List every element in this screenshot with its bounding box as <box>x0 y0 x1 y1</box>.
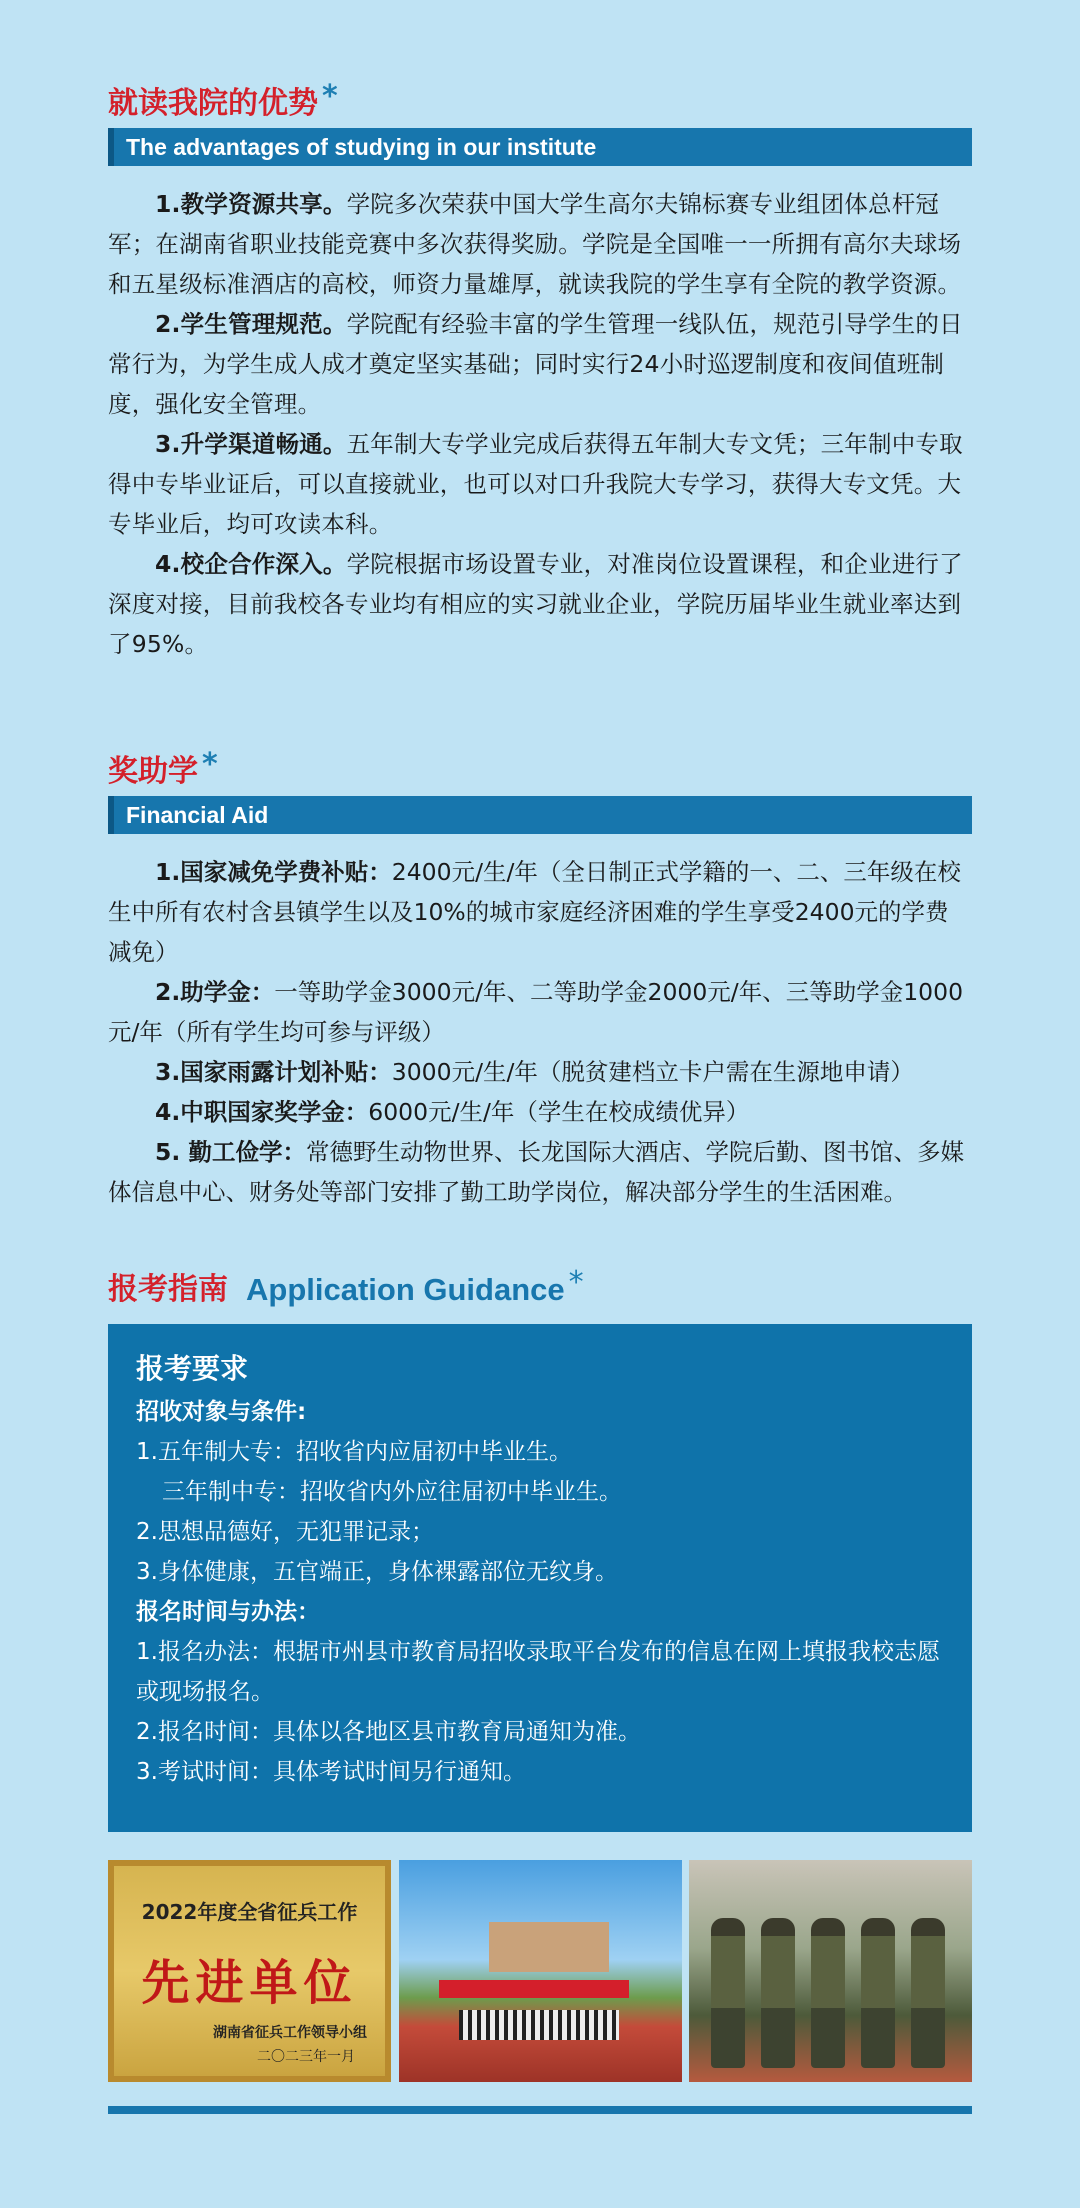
advantage-item: 1.教学资源共享。学院多次荣获中国大学生高尔夫锦标赛专业组团体总杆冠军；在湖南省职业技能竞赛中多次获得奖励。学院是全国唯一一所拥有高尔夫球场和五星级标准酒店的高校，师资力量雄厚，就读我院的学生享有全院的教学资源。 <box>108 190 962 298</box>
advantages-title <box>108 79 972 126</box>
plaque-year-text: 2022年度全省征兵工作 <box>141 1900 358 1924</box>
soldier-figure <box>911 1918 945 2068</box>
guide-line: 3.考试时间：具体考试时间另行通知。 <box>136 1759 526 1785</box>
crowd-shape <box>459 2010 619 2040</box>
soldier-figure <box>711 1918 745 2068</box>
plaque-org-text: 湖南省征兵工作领导小组 <box>213 2025 367 2041</box>
guide-line: 3.身体健康，五官端正，身体裸露部位无纹身。 <box>136 1559 618 1585</box>
advantage-item: 3.升学渠道畅通。五年制大专学业完成后获得五年制大专文凭；三年制中专取得中专毕业证后，可以直接就业，也可以对口升我院大专学习，获得大专文凭。大专毕业后，均可攻读本科。 <box>108 430 963 538</box>
star-icon: * <box>202 747 218 782</box>
photo-strip <box>108 1860 972 2082</box>
advantages-list <box>108 184 972 664</box>
aid-title-text: 奖助学 <box>108 754 198 789</box>
aid-item: 5. 勤工俭学：常德野生动物世界、长龙国际大酒店、学院后勤、图书馆、多媒体信息中心、财务处等部门安排了勤工助学岗位，解决部分学生的生活困难。 <box>108 1138 964 1206</box>
building-shape <box>489 1922 609 1972</box>
guide-line: 1.报名办法：根据市州县市教育局招收录取平台发布的信息在网上填报我校志愿或现场报名。 <box>136 1639 940 1705</box>
advantages-title-text: 就读我院的优势 <box>108 86 318 121</box>
guide-line: 2.思想品德好，无犯罪记录； <box>136 1519 434 1545</box>
aid-item: 2.助学金：一等助学金3000元/年、二等助学金2000元/年、三等助学金1000元/年（所有学生均可参与评级） <box>108 978 964 1046</box>
plaque-main-text: 先进单位 <box>141 1955 358 2011</box>
sports-field-photo <box>399 1860 682 2082</box>
aid-subtitle-bar: Financial Aid <box>108 796 972 834</box>
bottom-divider <box>108 2106 972 2114</box>
guide-subheading: 报名时间与办法： <box>136 1599 320 1625</box>
aid-section <box>108 747 972 1212</box>
plaque-date-text: 二〇二三年一月 <box>257 2049 355 2065</box>
banner-shape <box>439 1980 629 1998</box>
guide-line: 2.报名时间：具体以各地区县市教育局通知为准。 <box>136 1719 641 1745</box>
guide-line: 三年制中专：招收省内外应往届初中毕业生。 <box>162 1479 622 1505</box>
guide-title-cn: 报考指南 <box>108 1272 228 1307</box>
soldier-figure <box>861 1918 895 2068</box>
aid-title <box>108 747 972 794</box>
guide-title-en: Application Guidance <box>246 1272 565 1307</box>
guide-section <box>108 1265 972 1312</box>
guide-title <box>108 1265 972 1312</box>
advantage-item: 4.校企合作深入。学院根据市场设置专业，对准岗位设置课程，和企业进行了深度对接，目前我校各专业均有相应的实习就业企业，学院历届毕业生就业率达到了95%。 <box>108 550 963 658</box>
aid-list <box>108 852 972 1212</box>
aid-item: 4.中职国家奖学金：6000元/生/年（学生在校成绩优异） <box>155 1098 750 1126</box>
star-icon: * <box>568 1265 584 1300</box>
advantage-item: 2.学生管理规范。学院配有经验丰富的学生管理一线队伍，规范引导学生的日常行为，为学生成人成才奠定坚实基础；同时实行24小时巡逻制度和夜间值班制度，强化安全管理。 <box>108 310 963 418</box>
aid-item: 1.国家减免学费补贴：2400元/生/年（全日制正式学籍的一、二、三年级在校生中所有农村含县镇学生以及10%的城市家庭经济困难的学生享受2400元的学费减免） <box>108 858 961 966</box>
star-icon: * <box>322 79 338 114</box>
soldier-figure <box>761 1918 795 2068</box>
award-plaque-photo <box>108 1860 391 2082</box>
soldier-figure <box>811 1918 845 2068</box>
guide-box-title: 报考要求 <box>136 1352 249 1385</box>
guide-subheading: 招收对象与条件: <box>136 1399 307 1425</box>
military-training-photo <box>689 1860 972 2082</box>
advantages-subtitle-bar: The advantages of studying in our institute <box>108 128 972 166</box>
guide-box <box>108 1324 972 1832</box>
aid-item: 3.国家雨露计划补贴：3000元/生/年（脱贫建档立卡户需在生源地申请） <box>155 1058 914 1086</box>
guide-line: 1.五年制大专：招收省内应届初中毕业生。 <box>136 1439 572 1465</box>
advantages-section <box>108 79 972 664</box>
